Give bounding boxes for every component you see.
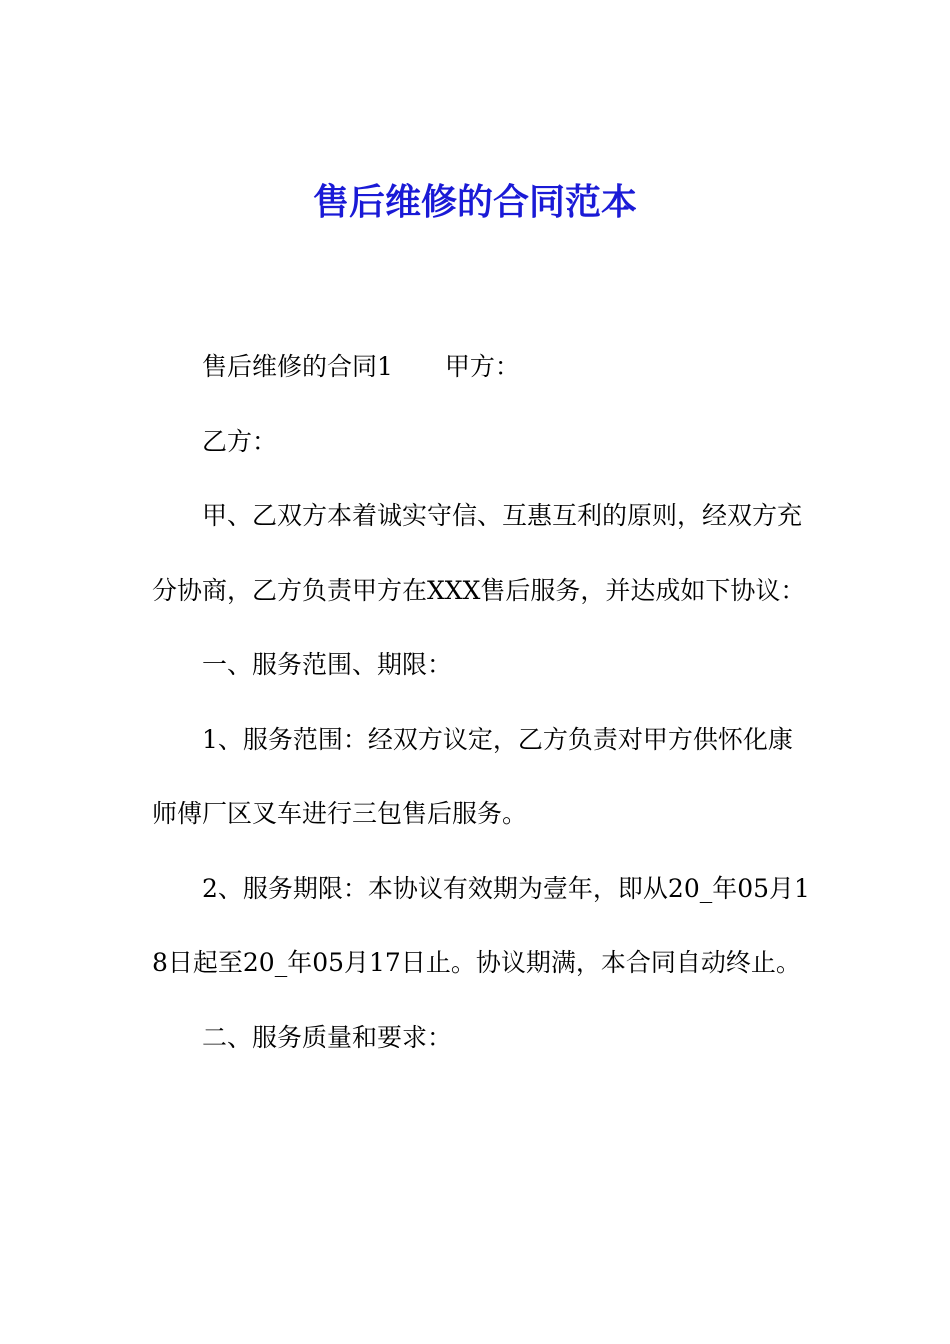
document-body (152, 330, 812, 1075)
party-b-label: 乙方： (202, 426, 278, 456)
clause-service-term: 2、服务期限：本协议有效期为壹年，即从20_年05月18日起至20_年05月17日止。协议期满，本合同自动终止。 (152, 873, 810, 977)
contract-number-label: 售后维修的合同1 (202, 352, 393, 381)
intro-paragraph: 甲、乙双方本着诚实守信、互惠互利的原则，经双方充分协商，乙方负责甲方在XXX售后服务，并达成如下协议： (152, 501, 806, 605)
document-title: 售后维修的合同范本 (312, 182, 637, 223)
contract-heading (152, 330, 812, 405)
section-heading-2: 二、服务质量和要求： (202, 1022, 453, 1052)
section-heading-1: 一、服务范围、期限： (202, 650, 453, 679)
party-a-label: 甲方： (444, 352, 520, 381)
clause-service-scope: 1、服务范围：经双方议定，乙方负责对甲方供怀化康师傅厂区叉车进行三包售后服务。 (152, 724, 793, 828)
